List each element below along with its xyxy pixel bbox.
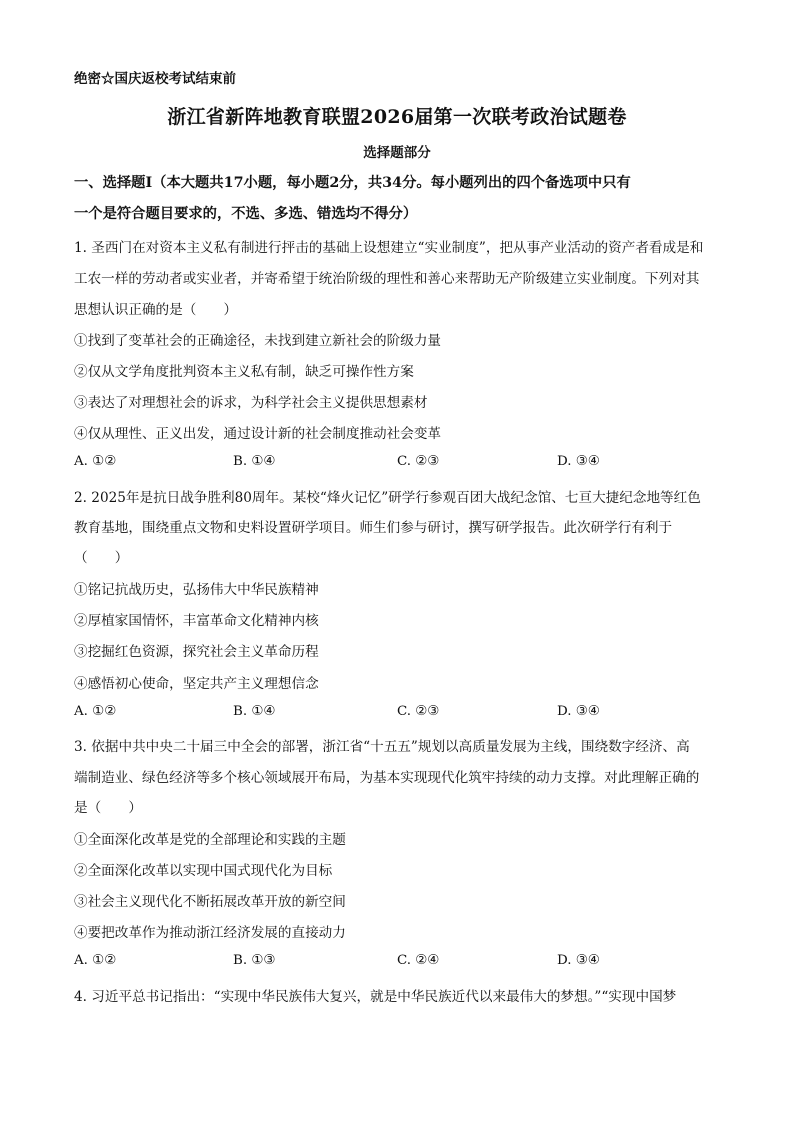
- question-2-option-c[interactable]: C. ②③: [397, 704, 440, 719]
- question-2-option-b[interactable]: B. ①④: [233, 704, 276, 719]
- question-2-statement-1: ①铭记抗战历史，弘扬伟大中华民族精神: [74, 582, 319, 598]
- question-1-option-a[interactable]: A. ①②: [74, 454, 117, 469]
- question-2-stem-line-3: （ ）: [74, 550, 129, 566]
- question-3-statement-4: ④要把改革作为推动浙江经济发展的直接动力: [74, 925, 346, 941]
- question-3-statement-2: ②全面深化改革以实现中国式现代化为目标: [74, 863, 333, 879]
- question-1-stem-line-3: 思想认识正确的是（ ）: [74, 302, 238, 318]
- question-1-option-d[interactable]: D. ③④: [557, 454, 600, 469]
- question-3-option-d[interactable]: D. ③④: [557, 953, 600, 968]
- question-3-stem-line-3: 是（ ）: [74, 800, 142, 816]
- question-1-statement-4: ④仅从理性、正义出发，通过设计新的社会制度推动社会变革: [74, 426, 442, 442]
- question-3-option-c[interactable]: C. ②④: [397, 953, 440, 968]
- section-instruction-line-2: 一个是符合题目要求的，不选、多选、错选均不得分）: [74, 206, 418, 222]
- question-2-statement-4: ④感悟初心使命，坚定共产主义理想信念: [74, 676, 319, 692]
- question-1-option-c[interactable]: C. ②③: [397, 454, 440, 469]
- question-3-statement-3: ③社会主义现代化不断拓展改革开放的新空间: [74, 894, 346, 910]
- question-3-stem-line-2: 端制造业、绿色经济等多个核心领域展开布局，为基本实现现代化筑牢持续的动力支撑。对此理解正确的: [74, 770, 700, 786]
- question-1-statement-3: ③表达了对理想社会的诉求，为科学社会主义提供思想素材: [74, 395, 428, 411]
- question-1-option-b[interactable]: B. ①④: [233, 454, 276, 469]
- confidential-label: 绝密☆国庆返校考试结束前: [74, 71, 236, 87]
- question-3-statement-1: ①全面深化改革是党的全部理论和实践的主题: [74, 832, 346, 848]
- question-2-option-a[interactable]: A. ①②: [74, 704, 117, 719]
- page-title: 浙江省新阵地教育联盟2026届第一次联考政治试题卷: [167, 106, 627, 128]
- question-2-option-d[interactable]: D. ③④: [557, 704, 600, 719]
- question-3-option-a[interactable]: A. ①②: [74, 953, 117, 968]
- question-1-statement-1: ①找到了变革社会的正确途径，未找到建立新社会的阶级力量: [74, 333, 442, 349]
- question-4-stem-line-1: 4. 习近平总书记指出：“实现中华民族伟大复兴，就是中华民族近代以来最伟大的梦想。”“实现中国梦: [74, 989, 677, 1005]
- question-3-stem-line-1: 3. 依据中共中央二十届三中全会的部署，浙江省“十五五”规划以高质量发展为主线，围绕数字经济、高: [74, 739, 690, 755]
- question-3-option-b[interactable]: B. ①③: [233, 953, 276, 968]
- question-2-statement-2: ②厚植家国情怀，丰富革命文化精神内核: [74, 613, 319, 629]
- question-1-stem-line-1: 1. 圣西门在对资本主义私有制进行抨击的基础上设想建立“实业制度”，把从事产业活动的资产者看成是和: [74, 240, 704, 256]
- question-1-stem-line-2: 工农一样的劳动者或实业者，并寄希望于统治阶级的理性和善心来帮助无产阶级建立实业制度。下列对其: [74, 271, 700, 287]
- section-instruction-line-1: 一、选择题Ⅰ（本大题共17小题，每小题2分，共34分。每小题列出的四个备选项中只有: [74, 175, 631, 191]
- section-subtitle: 选择题部分: [363, 145, 431, 161]
- question-2-stem-line-2: 教育基地，围绕重点文物和史料设置研学项目。师生们参与研讨，撰写研学报告。此次研学行有利于: [74, 520, 673, 536]
- question-2-stem-line-1: 2. 2025年是抗日战争胜利80周年。某校“烽火记忆”研学行参观百团大战纪念馆、七亘大捷纪念地等红色: [74, 490, 701, 506]
- question-1-statement-2: ②仅从文学角度批判资本主义私有制，缺乏可操作性方案: [74, 364, 414, 380]
- question-2-statement-3: ③挖掘红色资源，探究社会主义革命历程: [74, 644, 319, 660]
